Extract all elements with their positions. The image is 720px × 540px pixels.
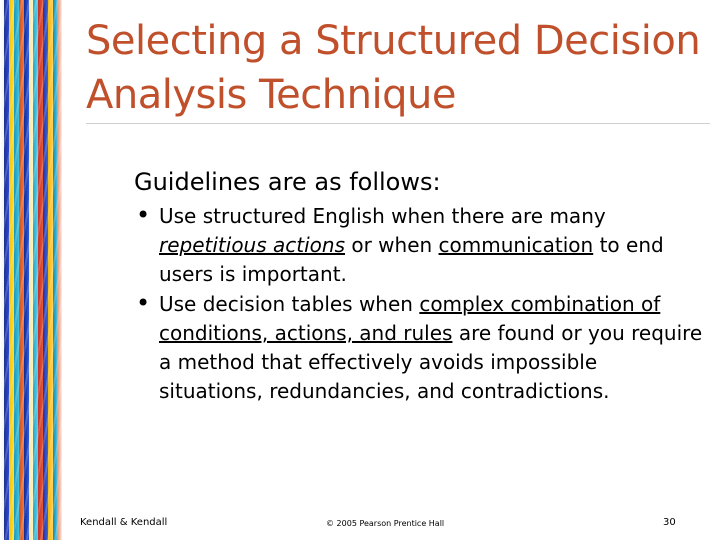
- bullet-icon: •: [136, 289, 151, 317]
- title-line-2: Analysis Technique: [86, 72, 456, 118]
- emphasis-communication: communication: [438, 233, 594, 257]
- bullet-icon: •: [136, 201, 151, 229]
- bullet-text: Use structured English when there are many: [159, 204, 606, 228]
- footer-copyright: © 2005 Pearson Prentice Hall: [326, 519, 445, 528]
- lead-text: Guidelines are as follows:: [134, 168, 441, 196]
- bullet-item-decision-tables: [134, 290, 704, 406]
- page-number: 30: [663, 517, 676, 528]
- emphasis-repetitious-actions: repetitious actions: [159, 233, 345, 257]
- bullet-item-structured-english: [134, 202, 704, 289]
- emphasis-complex-combination: complex combination of conditions, actions, and rules: [159, 292, 661, 345]
- footer-author: Kendall & Kendall: [80, 517, 168, 528]
- slide-title: [86, 14, 706, 122]
- slide-body: [134, 166, 704, 407]
- bullet-text: Use decision tables when: [159, 292, 420, 316]
- decorative-stripe-band: [0, 0, 62, 540]
- bullet-list: [134, 202, 704, 406]
- bullet-text: are found or you require a method that effectively avoids impossible situations, redundancies, and contradictions.: [159, 321, 703, 403]
- title-line-1: Selecting a Structured Decision: [86, 18, 701, 64]
- bullet-text: or when: [345, 233, 439, 257]
- title-divider: [86, 123, 710, 124]
- bullet-text: to end users is important.: [159, 233, 664, 286]
